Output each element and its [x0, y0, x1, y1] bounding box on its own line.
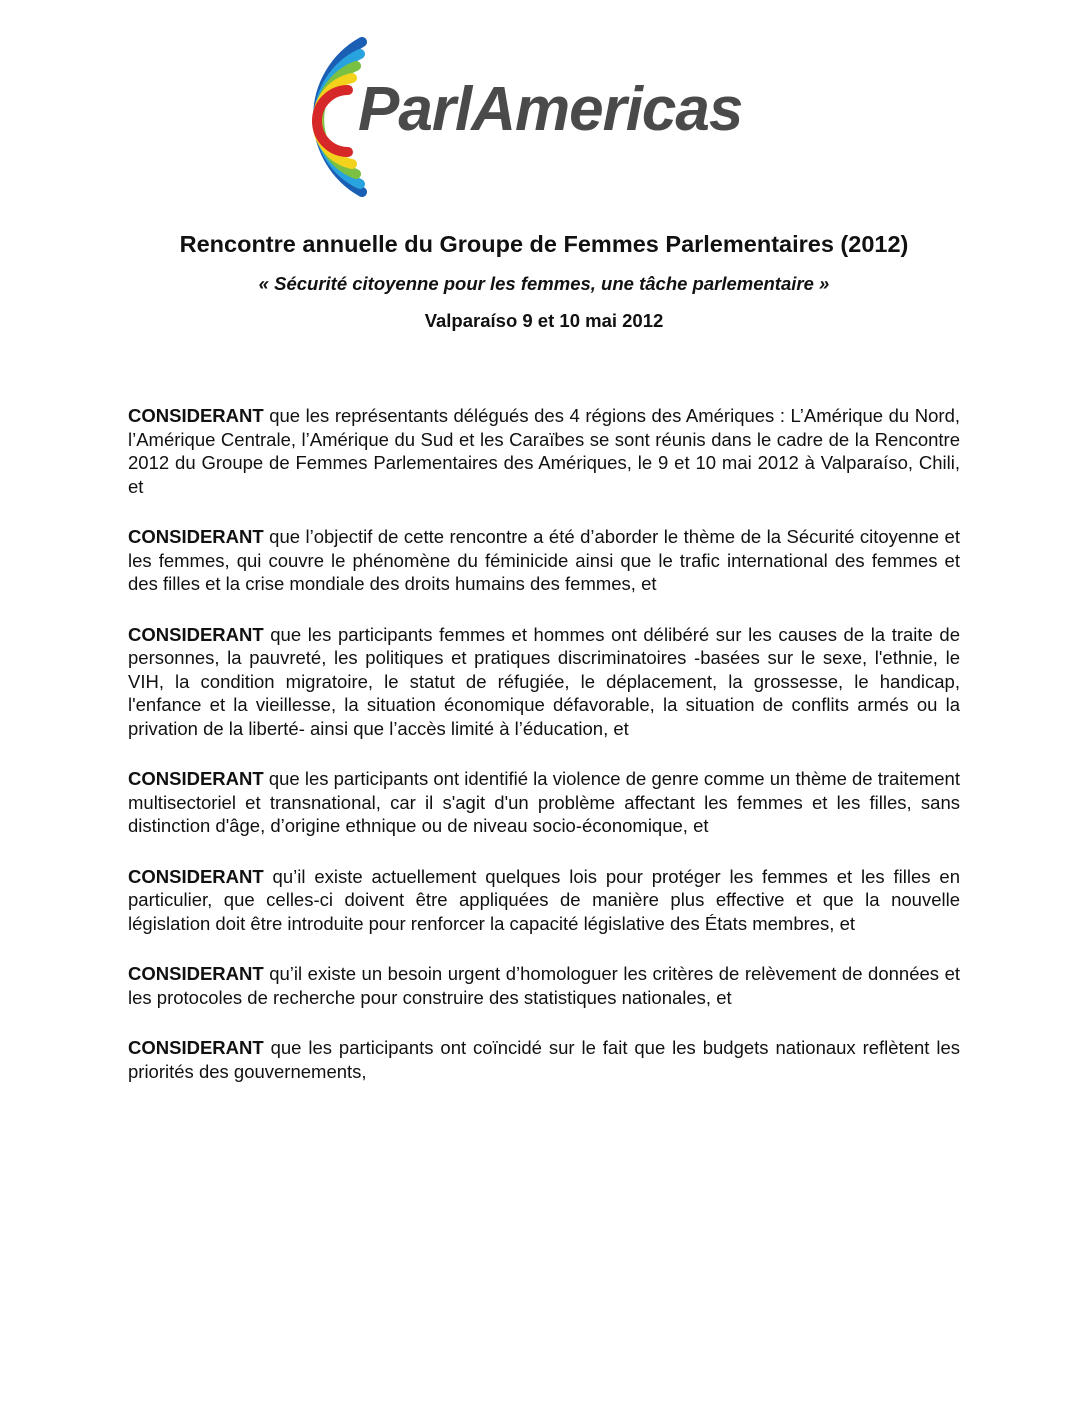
considerant-paragraph: [128, 623, 960, 741]
document-body: [128, 404, 960, 1110]
paragraph-keyword: CONSIDERANT: [128, 865, 264, 887]
considerant-paragraph: [128, 865, 960, 936]
paragraph-keyword: CONSIDERANT: [128, 526, 264, 547]
document-place-date: Valparaíso 9 et 10 mai 2012: [424, 310, 664, 331]
considerant-paragraph: [128, 525, 960, 596]
paragraph-text: que les participants ont coïncidé sur le fait que les budgets nationaux reflètent les priorités des gouvernements,: [128, 1037, 960, 1082]
considerant-paragraph: [128, 1036, 960, 1083]
paragraph-text: que les participants femmes et hommes ont délibéré sur les causes de la traite de personnes, la pauvreté, les politiques et pratiques discriminatoires -basées sur le sexe, l'ethnie, le VIH, la condition migratoire, le statut de réfugiée, le déplacement, la grossesse, le handicap, l'enfance et la vieillesse, la situation économique défavorable, la situation de conflits armés ou la privation de la liberté- ainsi que l’accès limité à l’éducation, et: [128, 623, 960, 739]
document-subtitle: « Sécurité citoyenne pour les femmes, une tâche parlementaire »: [258, 273, 830, 294]
considerant-paragraph: [128, 404, 960, 498]
paragraph-keyword: CONSIDERANT: [128, 768, 264, 789]
paragraph-keyword: CONSIDERANT: [128, 963, 264, 984]
paragraph-keyword: CONSIDERANT: [128, 623, 264, 645]
paragraph-text: qu’il existe actuellement quelques lois pour protéger les femmes et les filles en particulier, que celles-ci doivent être appliquées de manière plus effective et que la nouvelle législation doit être introduite pour renforcer la capacité législative des États membres, et: [128, 865, 960, 934]
paragraph-text: que les participants ont identifié la violence de genre comme un thème de traitement multisectoriel et transnational, car il s'agit d'un problème affectant les femmes et les filles, sans distinction d'âge, d’origine ethnique ou de niveau socio-économique, et: [128, 768, 960, 836]
paragraph-text: que les représentants délégués des 4 régions des Amériques : L’Amérique du Nord, l’Amérique Centrale, l’Amérique du Sud et les Caraïbes se sont réunis dans le cadre de la Rencontre 2012 du Groupe de Femmes Parlementaires des Amériques, le 9 et 10 mai 2012 à Valparaíso, Chili, et: [128, 405, 960, 497]
considerant-paragraph: [128, 767, 960, 838]
logo-wordmark: ParlAmericas: [358, 75, 743, 144]
considerant-paragraph: [128, 962, 960, 1009]
paragraph-keyword: CONSIDERANT: [128, 405, 264, 426]
paragraph-text: que l’objectif de cette rencontre a été d’aborder le thème de la Sécurité citoyenne et les femmes, qui couvre le phénomène du féminicide ainsi que le trafic international des femmes et des filles et la crise mondiale des droits humains des femmes, et: [128, 526, 960, 594]
paragraph-text: qu’il existe un besoin urgent d’homologuer les critères de relèvement de données et les protocoles de recherche pour construire des statistiques nationales, et: [128, 963, 960, 1008]
paragraph-keyword: CONSIDERANT: [128, 1037, 264, 1058]
document-title: Rencontre annuelle du Groupe de Femmes Parlementaires (2012): [179, 231, 909, 257]
parlamericas-logo: [240, 24, 820, 204]
